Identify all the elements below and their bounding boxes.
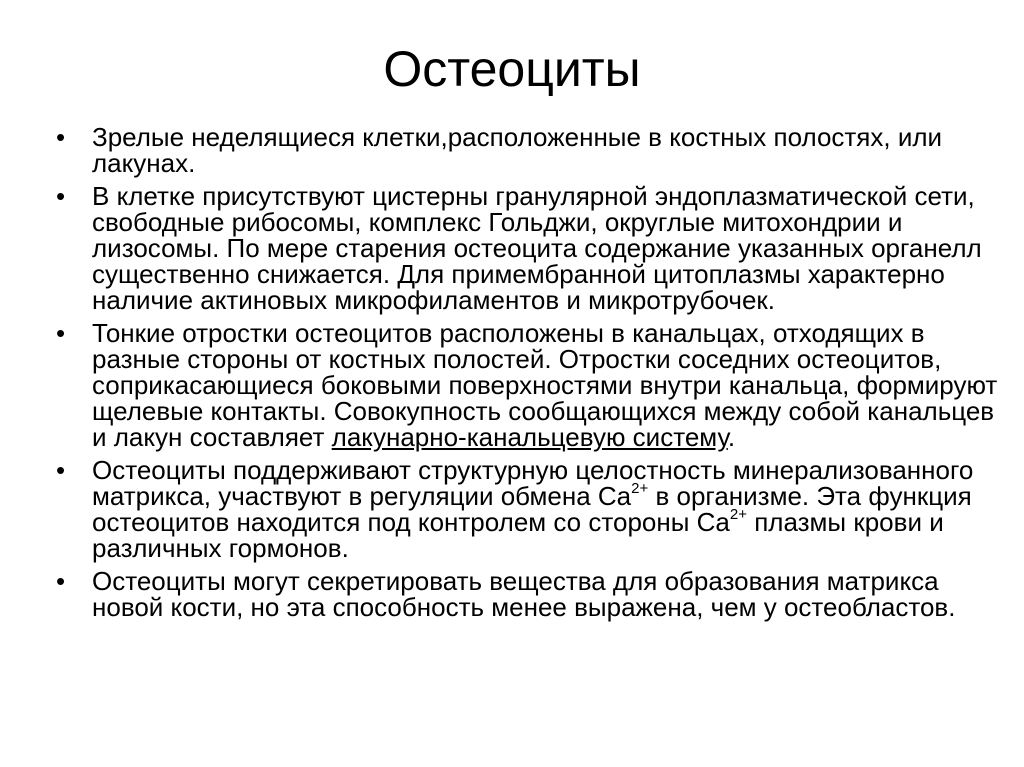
bullet-text: Остеоциты могут секретировать вещества для образования матрикса новой кости, но эта способность менее выражена, чем у остеобластов. bbox=[92, 566, 956, 622]
bullet-dot-icon: • bbox=[56, 318, 66, 348]
superscript-charge: 2+ bbox=[729, 506, 747, 524]
bullet-text: Остеоциты поддерживают структурную целостность минерализованного матрикса, участвуют в регуляции обмена Ca bbox=[92, 455, 974, 511]
bullet-dot-icon: • bbox=[56, 181, 66, 211]
bullet-item bbox=[56, 568, 1001, 620]
bullet-text-end: . bbox=[727, 422, 736, 452]
bullet-text: Зрелые неделящиеся клетки,расположенные в костных полостях, или лакунах. bbox=[92, 122, 943, 178]
bullet-item bbox=[56, 124, 1001, 176]
bullet-text-end: плазмы крови и различных гормонов. bbox=[92, 507, 944, 563]
bullet-dot-icon: • bbox=[56, 122, 66, 152]
bullet-text: В клетке присутствуют цистерны гранулярной эндоплазматической сети, свободные рибосомы, комплекс Гольджи, округлые митохондрии и лизосомы. По мере старения остеоцита содержание указанных органелл существенно снижается. Для примембранной цитоплазмы характерно наличие актиновых микрофиламентов и микротрубочек. bbox=[92, 181, 982, 315]
bullet-dot-icon: • bbox=[56, 455, 66, 485]
bullet-item bbox=[56, 457, 1001, 561]
superscript-charge: 2+ bbox=[631, 480, 649, 498]
bullet-item bbox=[56, 320, 1001, 450]
slide-title: Остеоциты bbox=[383, 41, 641, 97]
bullet-text: Тонкие отростки остеоцитов расположены в канальцах, отходящих в разные стороны от костных полостей. Отростки соседних остеоцитов, соприкасающиеся боковыми поверхностями внутри канальца, формируют щелевые контакты. Совокупность сообщающихся между собой канальцев и лакун составляет bbox=[92, 318, 998, 452]
lacunar-canalicular-system-link[interactable]: лакунарно-канальцевую систему bbox=[331, 422, 728, 452]
bullet-list bbox=[56, 124, 1001, 627]
bullet-item bbox=[56, 183, 1001, 313]
bullet-dot-icon: • bbox=[56, 566, 66, 596]
bullet-text-continued: в организме. Эта функция остеоцитов находится под контролем со стороны Ca bbox=[92, 481, 972, 537]
